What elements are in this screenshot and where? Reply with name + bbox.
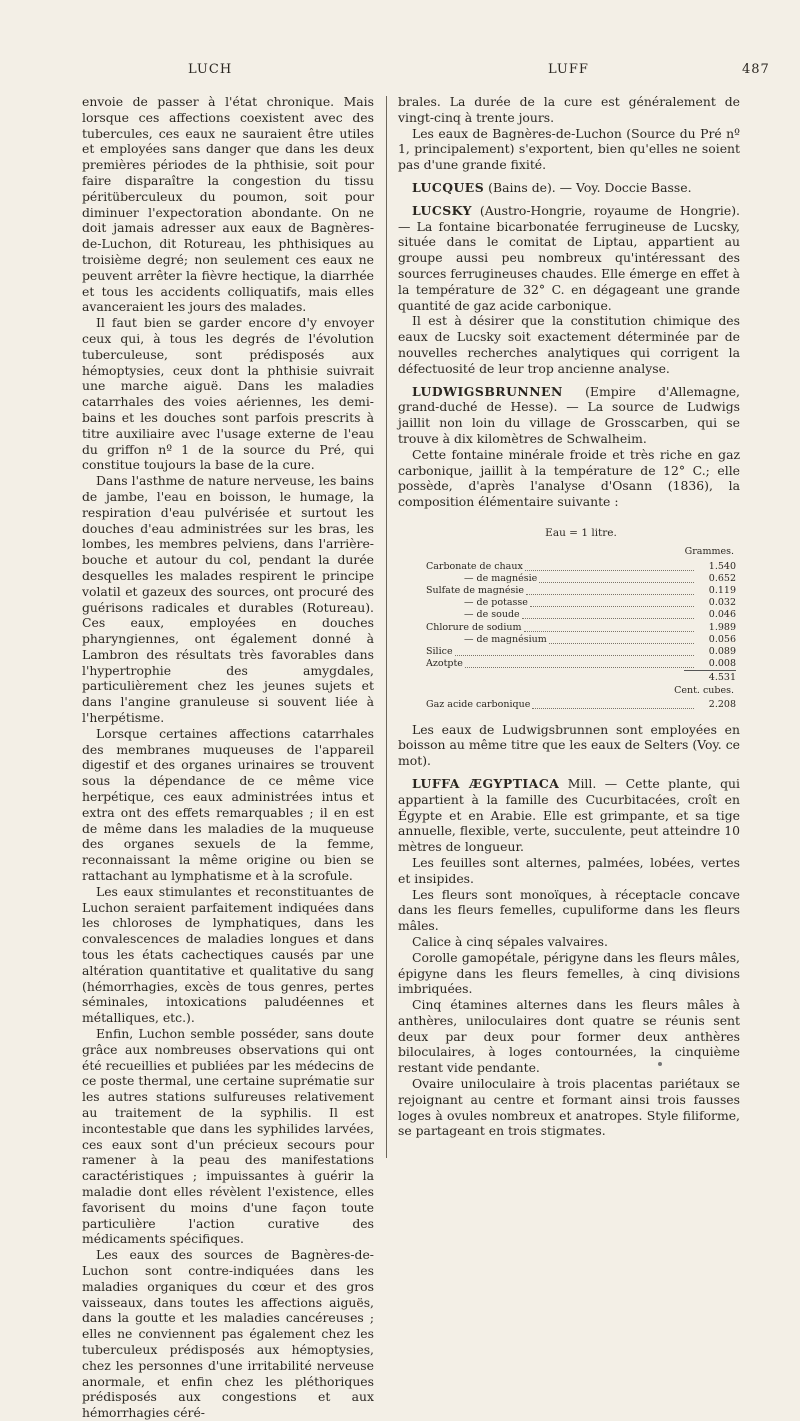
table-row (426, 646, 736, 658)
entry-body: (Bains de). — Voy. Doccie Basse. (484, 179, 692, 195)
table-row (426, 622, 736, 634)
entry-head: LUDWIGSBRUNNEN (412, 383, 563, 399)
running-head (0, 62, 800, 82)
table-row (426, 597, 736, 609)
paragraph: Lorsque certaines affections catarrhales des membranes muqueuses de l'appareil digestif et des organes urinaires se trouvent sous la dépendance de ce même vice herpétique, ces eaux administrées intus et extra ont des effets remarquables ; il en est de même dans les maladies de la muqueuse des organes sexuels de la femme, reconnaissant la même origine ou bien se rattachant au lymphatisme et à la scrofule. (82, 725, 374, 884)
row-label: Gaz acide carbonique (426, 699, 531, 711)
paragraph: Les feuilles sont alternes, palmées, lobées, vertes et insipides. (398, 854, 740, 886)
luffa-paragraphs (398, 855, 740, 1139)
row-value: 0.119 (708, 584, 736, 596)
table-row (426, 561, 736, 573)
leader-dots (455, 646, 694, 656)
entry-luffa (398, 776, 740, 855)
leader-dots (532, 699, 694, 709)
table-unit: Grammes. (684, 545, 734, 557)
leader-dots (530, 597, 694, 607)
leader-dots (465, 658, 694, 668)
table-rows (426, 561, 736, 671)
leader-dots (524, 622, 694, 632)
row-label: Carbonate de chaux (426, 560, 523, 572)
paragraph: Les eaux stimulantes et reconstituantes de Luchon seraient parfaitement indiquées dans les chloroses de lymphatiques, dans les convalescences de maladies longues et dans tous les états cachectiques causés par une altération quantitative et qualitative du sang (hémorrhagies, excès de tous genres, pertes séminales, intoxications paludéennes et métalliques, etc.). (82, 883, 374, 1026)
row-label: — de soude (464, 609, 520, 621)
table-total (426, 670, 736, 684)
analysis-table (398, 526, 740, 712)
row-value: 0.008 (708, 658, 736, 670)
paragraph: Les eaux de Ludwigsbrunnen sont employées en boisson au même titre que les eaux de Selters (Voy. ce mot). (398, 721, 740, 769)
row-label: Silice (426, 645, 453, 657)
row-value: 0.089 (708, 645, 736, 657)
paragraph: envoie de passer à l'état chronique. Mais lorsque ces affections coexistent avec des tubercules, ces eaux ne sauraient être utiles et employées sans danger que dans les deux premières périodes de la phthisie, soit pour faire disparaître la congestion du tissu péritüberculeux du poumon, soit pour diminuer l'expectoration abondante. On ne doit jamais adresser aux eaux de Bagnères-de-Luchon, dit Rotureau, les phthisiques au troisième degré; non seulement ces eaux ne peuvent arrêter la fièvre hectique, la diarrhée et tous les accidents colliquatifs, mais elles avanceraient les jours des malades. (82, 94, 374, 315)
entry-body: (Austro-Hongrie, royaume de Hongrie). — La fontaine bicarbonatée ferrugineuse de Lucsky, située dans le comitat de Liptau, appartient au groupe aussi peu nombreux qu'intéressant des sources ferrugineuses chaudes. Elle émerge en effet à la température de 32° C. en dégageant une grande quantité de gaz acide carbonique. (398, 202, 740, 313)
entry-head: LUCQUES (412, 179, 485, 195)
table-title: Eau = 1 litre. (545, 526, 617, 539)
leader-dots (539, 573, 694, 583)
table-row (426, 699, 736, 711)
entry-body: Mill. — Cette plante, qui appartient à la famille des Cucurbitacées, croît en Égypte et en Arabie. Elle est grimpante, et sa tige annuelle, flexible, verte, succulente, peut atteindre 10 mètres de longueur. (398, 775, 740, 855)
paragraph: brales. La durée de la cure est généralement de vingt-cinq à trente jours. (398, 94, 740, 125)
paragraph: Dans l'asthme de nature nerveuse, les bains de jambe, l'eau en boisson, le humage, la respiration d'eau pulvérisée et surtout les douches d'eau administrées sur les bras, les lombes, les membres pelviens, dans l'arrière-bouche et autour du col, pendant la durée desquelles les malades respirent le principe volatil et gazeux des sources, ont procuré des guérisons radicales et durables (Rotureau). Ces eaux, employées en douches pharyngiennes, ont également donné à Lambron des résultats très favorables dans l'hypertrophie des amygdales, particulièrement chez les jeunes sujets et dans l'angine granuleuse si souvent liée à l'herpétisme. (82, 473, 374, 726)
leader-dots (522, 609, 694, 619)
row-label: — de potasse (464, 597, 528, 609)
table-row (426, 585, 736, 597)
right-column (398, 94, 740, 1139)
table-row (426, 658, 736, 670)
running-head-center: LUFF (548, 62, 589, 77)
row-value: 0.032 (708, 597, 736, 609)
leader-dots (526, 585, 694, 595)
paragraph: Calice à cinq sépales valvaires. (412, 933, 608, 949)
gas-unit: Cent. cubes. (674, 685, 734, 697)
row-label: — de magnésium (464, 633, 547, 645)
paragraph: Corolle gamopétale, périgyne dans les fleurs mâles, épigyne dans les fleurs femelles, à cinq divisions imbriquées. (398, 949, 740, 997)
table-row (426, 573, 736, 585)
leader-dots (549, 634, 694, 644)
row-value: 1.989 (708, 621, 736, 633)
row-label: Sulfate de magnésie (426, 584, 525, 596)
entry-head: LUFFA ÆGYPTIACA (412, 775, 560, 791)
page-number: 487 (742, 62, 770, 77)
entry-lucsky (398, 203, 740, 314)
entry-ludwigsbrunnen (398, 384, 740, 447)
paragraph: Les fleurs sont monoïques, à réceptacle concave dans les fleurs femelles, cupuliforme dans les fleurs mâles. (398, 886, 740, 934)
row-value: 2.208 (708, 699, 736, 711)
row-value: 1.540 (708, 560, 736, 572)
entry-head: LUCSKY (412, 202, 472, 218)
row-value: 0.056 (708, 633, 736, 645)
paragraph: Cinq étamines alternes dans les fleurs mâles à anthères, uniloculaires dont quatre se réunis sent deux par deux pour former deux anthères biloculaires, à loges contournées, la cinquième restant vide pendante. (398, 997, 740, 1076)
row-label: Azotpte (426, 658, 463, 670)
entry-body: (Empire d'Allemagne, grand-duché de Hesse). — La source de Ludwigs jaillit non loin du village de Grosscarben, qui se trouve à dix kilomètres de Schwalheim. (398, 383, 740, 446)
table-row (426, 609, 736, 621)
paragraph: Les eaux des sources de Bagnères-de-Luchon sont contre-indiquées dans les maladies organiques du cœur et des gros vaisseaux, dans toutes les affections aiguës, dans la goutte et les maladies cancéreuses ; elles ne conviennent pas également chez les tuberculeux prédisposés aux hémoptysies, chez les personnes d'une irritabilité nerveuse anormale, et enfin chez les pléthoriques prédisposés aux congestions et aux hémorrhagies céré- (82, 1247, 374, 1421)
paragraph: Cette fontaine minérale froide et très riche en gaz carbonique, jaillit à la température de 12° C.; elle possède, d'après l'analyse d'Osann (1836), la composition élémentaire suivante : (398, 446, 740, 510)
row-value: 0.046 (708, 609, 736, 621)
left-column (82, 94, 374, 1421)
row-label: — de magnésie (464, 572, 538, 584)
running-head-left: LUCH (188, 62, 233, 77)
paragraph: Les eaux de Bagnères-de-Luchon (Source du Pré nº 1, principalement) s'exportent, bien qu'elles ne soient pas d'une grande fixité. (398, 125, 740, 173)
table-row (426, 634, 736, 646)
row-label: Chlorure de sodium (426, 621, 522, 633)
paragraph: Enfin, Luchon semble posséder, sans doute grâce aux nombreuses observations qui ont été recueillies et publiées par les médecins de ce poste thermal, une certaine suprématie sur les autres stations sulfureuses relativement au traitement de la syphilis. Il est incontestable que dans les syphilides larvées, ces eaux sont d'un précieux secours pour ramener à la peau des manifestations caractéristiques ; impuissantes à guérir la maladie dont elles révèlent l'existence, elles favorisent du moins d'une façon toute particulière l'action curative des médicaments spécifiques. (82, 1026, 374, 1247)
row-value: 0.652 (708, 572, 736, 584)
leader-dots (525, 561, 694, 571)
paragraph: Il est à désirer que la constitution chimique des eaux de Lucsky soit exactement déterminée par de nouvelles recherches analytiques qui corrigent la défectuosité de leur trop ancienne analyse. (398, 313, 740, 376)
total-value: 4.531 (684, 670, 736, 684)
entry-lucques (398, 180, 740, 196)
paragraph: Ovaire uniloculaire à trois placentas pariétaux se rejoignant au centre et formant ainsi trois fausses loges à ovules nombreux et anatropes. Style filiforme, se partageant en trois stigmates. (398, 1076, 740, 1139)
page-speck (658, 1062, 662, 1066)
column-divider (386, 96, 387, 1158)
paragraph: Il faut bien se garder encore d'y envoyer ceux qui, à tous les degrés de l'évolution tuberculeuse, sont prédisposés aux hémoptysies, ceux dont la phthisie suivrait une marche aiguë. Dans les maladies catarrhales des voies aériennes, les demi-bains et les douches sont parfois prescrits à titre auxiliaire avec l'usage externe de l'eau du griffon nº 1 de la source du Pré, qui constitue toujours la base de la cure. (82, 315, 374, 473)
